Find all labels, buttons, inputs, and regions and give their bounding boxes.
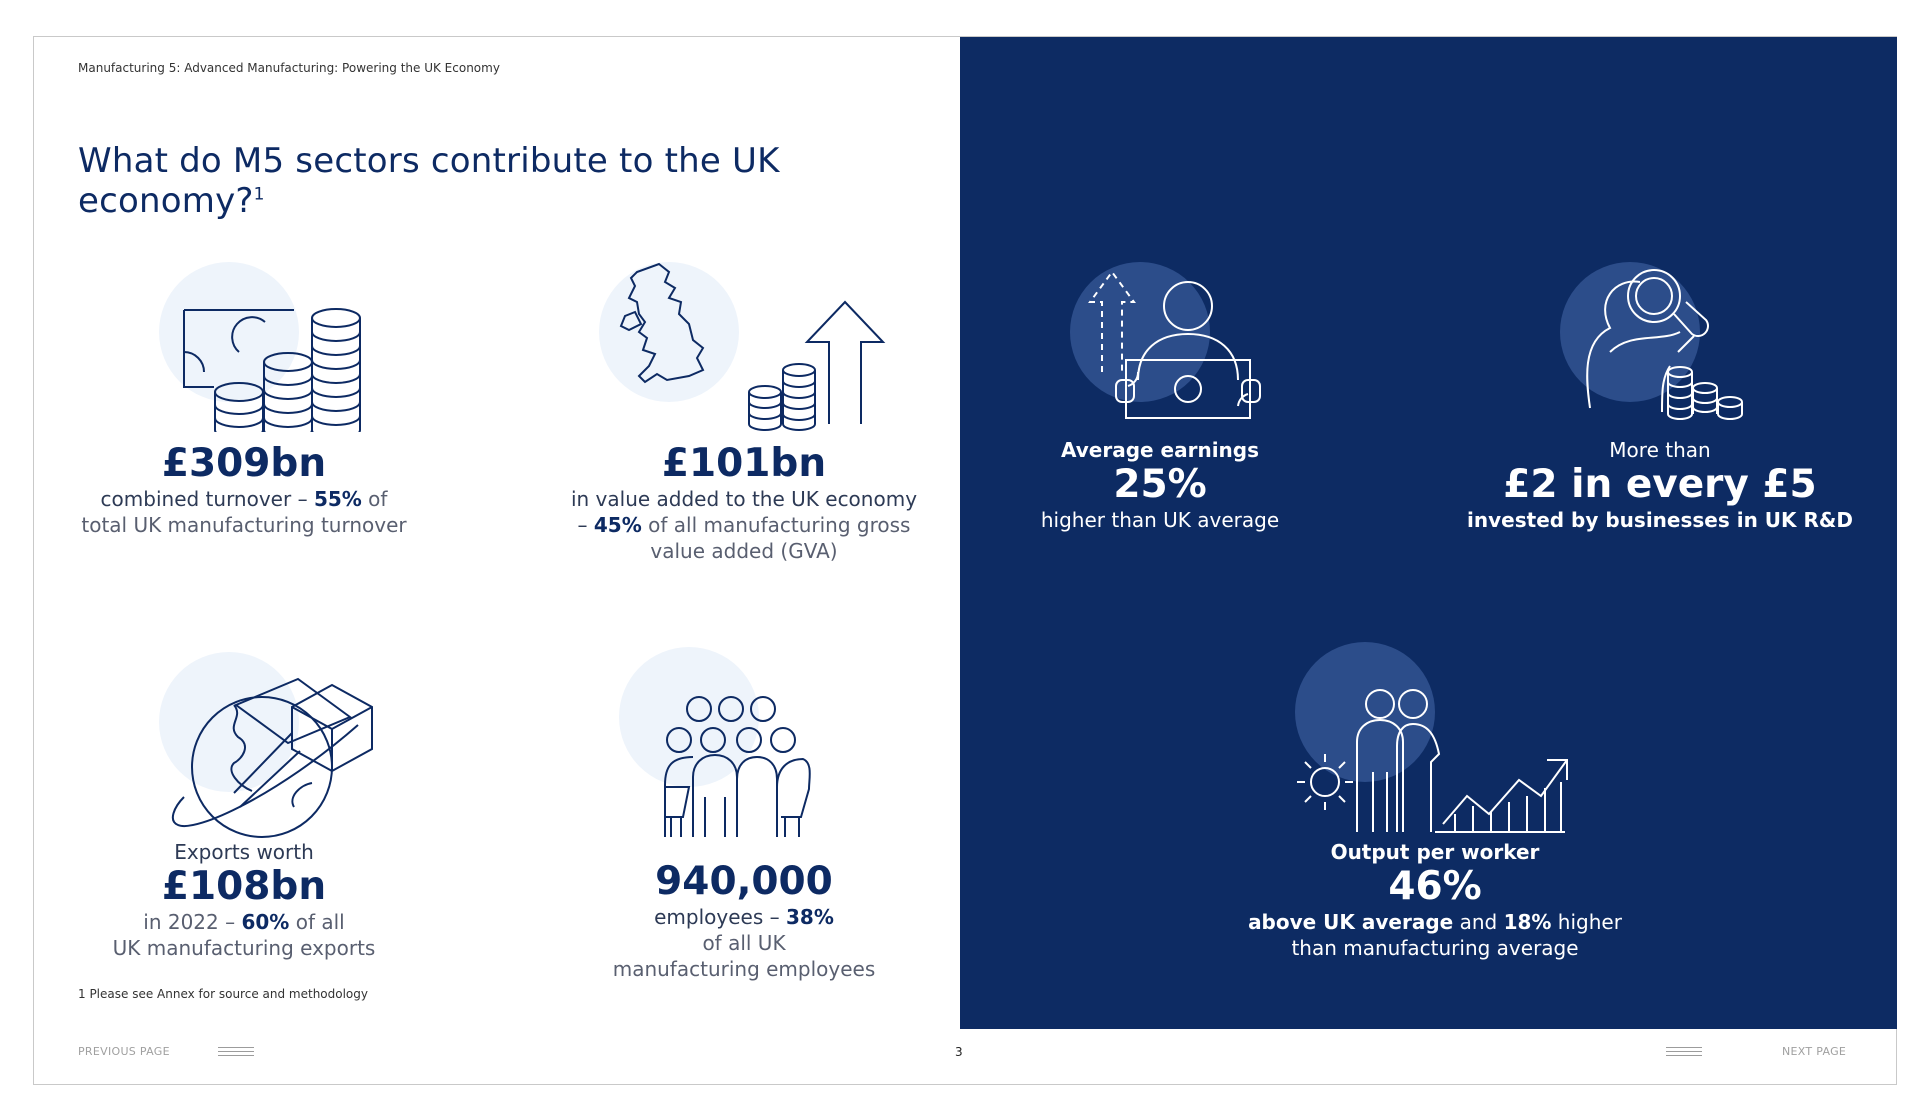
page-frame xyxy=(33,36,1897,1085)
employees-line3: manufacturing employees xyxy=(612,957,876,981)
output-line1-d: higher xyxy=(1551,910,1622,934)
output-line1-a: above UK average xyxy=(1248,910,1454,934)
research-magnifier-icon xyxy=(1550,252,1780,432)
footnote-ref: 1 xyxy=(253,184,265,205)
gva-line2 xyxy=(554,512,934,538)
output-value: 46% xyxy=(1388,864,1482,909)
turnover-value: £309bn xyxy=(161,441,327,486)
exports-line1-a: in 2022 – xyxy=(143,910,242,934)
rd-pre: More than xyxy=(1609,438,1711,462)
next-menu-icon[interactable] xyxy=(1666,1047,1702,1059)
output-line1-b: and xyxy=(1453,910,1504,934)
previous-menu-icon[interactable] xyxy=(218,1047,254,1059)
employees-line1-a: employees – xyxy=(654,905,786,929)
footnote: 1 Please see Annex for source and methodology xyxy=(78,987,368,1001)
stat-exports xyxy=(74,839,414,961)
right-panel xyxy=(960,37,1897,1029)
exports-percent: 60% xyxy=(241,910,290,934)
stat-employees xyxy=(554,860,934,982)
page-number: 3 xyxy=(955,1045,963,1059)
next-page-link[interactable] xyxy=(1666,1037,1866,1065)
stat-turnover xyxy=(74,442,414,538)
earnings-value: 25% xyxy=(1113,462,1207,507)
stat-earnings xyxy=(990,437,1330,533)
exports-value: £108bn xyxy=(161,864,327,909)
stat-output xyxy=(1210,839,1660,961)
gva-value: £101bn xyxy=(661,441,827,486)
earnings-line1: higher than UK average xyxy=(1040,508,1280,532)
running-head: Manufacturing 5: Advanced Manufacturing: Powering the UK Economy xyxy=(78,61,500,75)
stat-gva xyxy=(554,442,934,564)
workers-chart-icon xyxy=(1285,632,1585,852)
employees-line1 xyxy=(554,904,934,930)
turnover-line1-c: of xyxy=(361,487,388,511)
output-line2: than manufacturing average xyxy=(1291,936,1579,960)
exports-pre: Exports worth xyxy=(174,840,314,864)
gva-line1: in value added to the UK economy xyxy=(570,487,918,511)
left-panel xyxy=(34,37,959,1029)
output-pre: Output per worker xyxy=(1330,840,1540,864)
page-title-text: What do M5 sectors contribute to the UK economy? xyxy=(78,141,780,221)
exports-line1 xyxy=(74,909,414,935)
stat-rd xyxy=(1460,437,1860,533)
output-line1 xyxy=(1210,909,1660,935)
turnover-line2: total UK manufacturing turnover xyxy=(81,513,407,537)
page-title xyxy=(78,141,959,221)
employees-line2: of all UK xyxy=(702,931,786,955)
uk-map-growth-icon xyxy=(589,252,889,432)
gva-line2-c: of all manufacturing gross xyxy=(641,513,911,537)
previous-page-label[interactable]: PREVIOUS PAGE xyxy=(78,1045,170,1058)
output-manufacturing-percent: 18% xyxy=(1503,910,1552,934)
earnings-pre: Average earnings xyxy=(1060,438,1260,462)
money-coins-icon xyxy=(144,252,384,432)
gva-line3: value added (GVA) xyxy=(650,539,838,563)
rd-line1: invested by businesses in UK R&D xyxy=(1467,508,1853,532)
turnover-percent: 55% xyxy=(313,487,362,511)
people-group-icon xyxy=(609,637,849,847)
rd-value: £2 in every £5 xyxy=(1503,462,1817,507)
globe-box-icon xyxy=(144,637,404,847)
next-page-label[interactable]: NEXT PAGE xyxy=(1782,1045,1847,1058)
person-money-up-icon xyxy=(1060,252,1290,432)
gva-line2-a: – xyxy=(577,513,594,537)
employees-value: 940,000 xyxy=(655,859,833,904)
gva-percent: 45% xyxy=(593,513,642,537)
exports-line2: UK manufacturing exports xyxy=(112,936,376,960)
turnover-line1 xyxy=(74,486,414,512)
employees-percent: 38% xyxy=(785,905,834,929)
turnover-line1-a: combined turnover – xyxy=(100,487,314,511)
exports-line1-c: of all xyxy=(289,910,345,934)
